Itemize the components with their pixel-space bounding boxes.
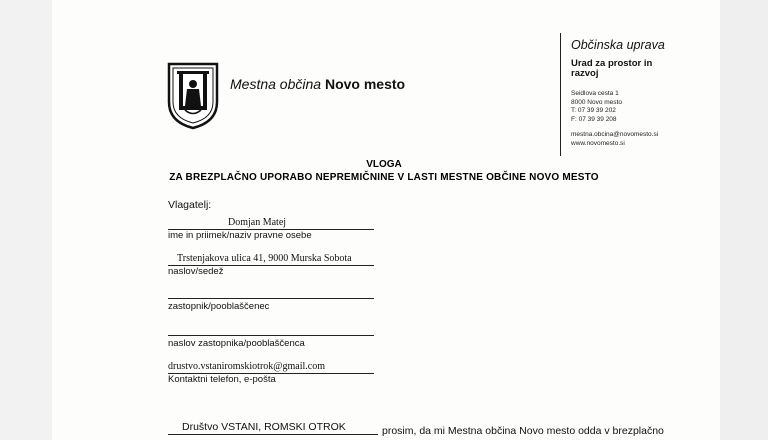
municipality-prefix: Mestna občina bbox=[230, 76, 322, 92]
office-name: Občinska uprava bbox=[571, 38, 665, 52]
representative-label: zastopnik/pooblaščenec bbox=[168, 301, 270, 312]
background-left bbox=[0, 0, 52, 440]
office-address bbox=[571, 90, 622, 124]
office-fax: F: 07 39 39 208 bbox=[571, 115, 617, 123]
coat-of-arms-icon bbox=[167, 62, 219, 130]
organization-value[interactable]: Društvo VSTANI, ROMSKI OTROK bbox=[182, 421, 346, 433]
document-subtitle: ZA BREZPLAČNO UPORABO NEPREMIČNINE V LASTI MESTNE OBČINE NOVO MESTO bbox=[169, 172, 599, 183]
header-divider bbox=[560, 33, 561, 156]
office-contact bbox=[571, 130, 658, 148]
municipality-town: Novo mesto bbox=[324, 76, 406, 92]
applicant-address-value[interactable]: Trstenjakova ulica 41, 9000 Murska Sobota bbox=[177, 253, 352, 264]
contact-value[interactable]: drustvo.vstaniromskiotrok@gmail.com bbox=[168, 361, 325, 372]
representative-underline[interactable] bbox=[168, 298, 374, 299]
background-right bbox=[720, 0, 768, 440]
office-website: www.novomesto.si bbox=[571, 140, 625, 147]
contact-label: Kontaktni telefon, e-pošta bbox=[168, 374, 276, 385]
applicant-address-label: naslov/sedež bbox=[168, 266, 224, 277]
office-phone: T: 07 39 39 202 bbox=[571, 107, 616, 114]
address-street: Seidlova cesta 1 bbox=[571, 90, 619, 97]
applicant-name-label: ime in priimek/naziv pravne osebe bbox=[168, 230, 312, 241]
representative-address-label: naslov zastopnika/pooblaščenca bbox=[168, 338, 305, 349]
applicant-name-value[interactable]: Domjan Matej bbox=[228, 217, 287, 228]
document-title: VLOGA bbox=[366, 159, 402, 170]
request-text: prosim, da mi Mestna občina Novo mesto odda v brezplačno bbox=[382, 425, 664, 437]
representative-address-underline[interactable] bbox=[168, 335, 374, 336]
address-city: 8000 Novo mesto bbox=[571, 98, 622, 106]
organization-underline bbox=[168, 434, 378, 435]
department-name: Urad za prostor in razvoj bbox=[571, 58, 653, 79]
municipality-name bbox=[230, 76, 405, 92]
applicant-heading: Vlagatelj: bbox=[168, 199, 212, 211]
office-email: mestna.obcina@novomesto.si bbox=[571, 131, 659, 138]
